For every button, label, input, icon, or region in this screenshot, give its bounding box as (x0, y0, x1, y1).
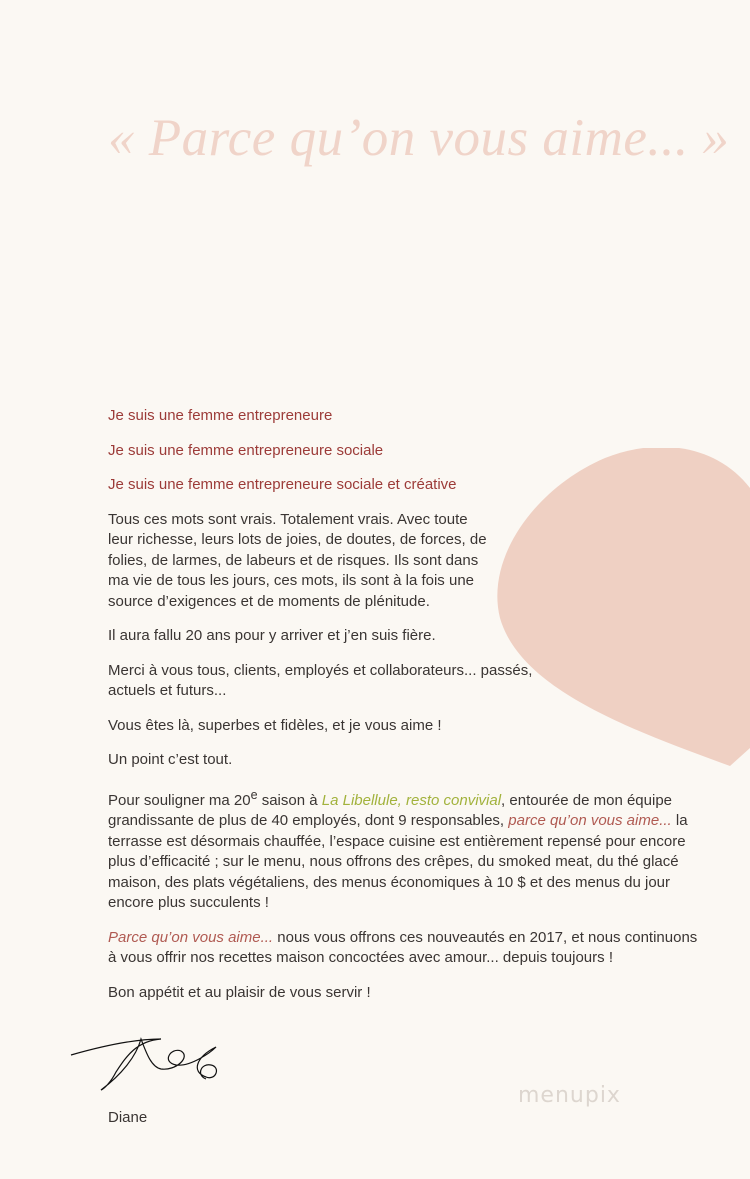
paragraph-7 (108, 928, 698, 969)
page-title: « Parce qu’on vous aime... » (108, 109, 730, 167)
restaurant-name: La Libellule, resto convivial (321, 791, 502, 809)
p6-part-d: la terrasse est désormais chauffée, l’espace cuisine est entièrement repensé pour encore plus d’efficacité ; sur le menu, nous offrons des crêpes, du smoked meat, du thé glacé maison, des plats végétaliens, des menus économiques à 10 $ et des menus du jour encore plus succulents ! (108, 812, 688, 911)
heading-line-3: Je suis une femme entrepreneure sociale et créative (108, 476, 457, 493)
p6-part-a: Pour souligner ma 20 (108, 791, 251, 809)
p6-italic-phrase: parce qu’on vous aime... (508, 812, 672, 829)
signature-name: Diane (108, 1109, 148, 1126)
signature-image (66, 1027, 226, 1097)
paragraph-5: Un point c’est tout. (108, 751, 233, 768)
letter-body (108, 406, 698, 1017)
paragraph-8: Bon appétit et au plaisir de vous servir ! (108, 983, 371, 1001)
heading-line-1: Je suis une femme entrepreneure (108, 407, 333, 424)
p6-superscript: e (250, 787, 258, 802)
paragraph-6 (108, 785, 698, 914)
p7-italic-phrase: Parce qu’on vous aime... (108, 928, 274, 946)
watermark: menupix (518, 1083, 621, 1108)
p7-rest: nous vous offrons ces nouveautés en 2017, et nous continuons à vous offrir nos recettes maison concoctées avec amour... depuis toujours ! (108, 928, 698, 966)
paragraph-4: Vous êtes là, superbes et fidèles, et je vous aime ! (108, 716, 442, 734)
paragraph-2: Il aura fallu 20 ans pour y arriver et j’en suis fière. (108, 627, 436, 644)
paragraph-3: Merci à vous tous, clients, employés et collaborateurs... passés, actuels et futurs... (108, 661, 533, 699)
p6-part-c: , entourée de mon équipe grandissante de plus de 40 employés, dont 9 responsables, (108, 791, 673, 829)
heading-line-2: Je suis une femme entrepreneure sociale (108, 441, 384, 459)
p6-part-b: saison à (257, 791, 322, 809)
paragraph-1: Tous ces mots sont vrais. Totalement vrais. Avec toute leur richesse, leurs lots de joies, de doutes, de forces, de folies, de larmes, de labeurs et de risques. Ils sont dans ma vie de tous les jours, ces mots, ils sont à la fois une source d’exigences et de moments de plénitude. (108, 510, 487, 610)
